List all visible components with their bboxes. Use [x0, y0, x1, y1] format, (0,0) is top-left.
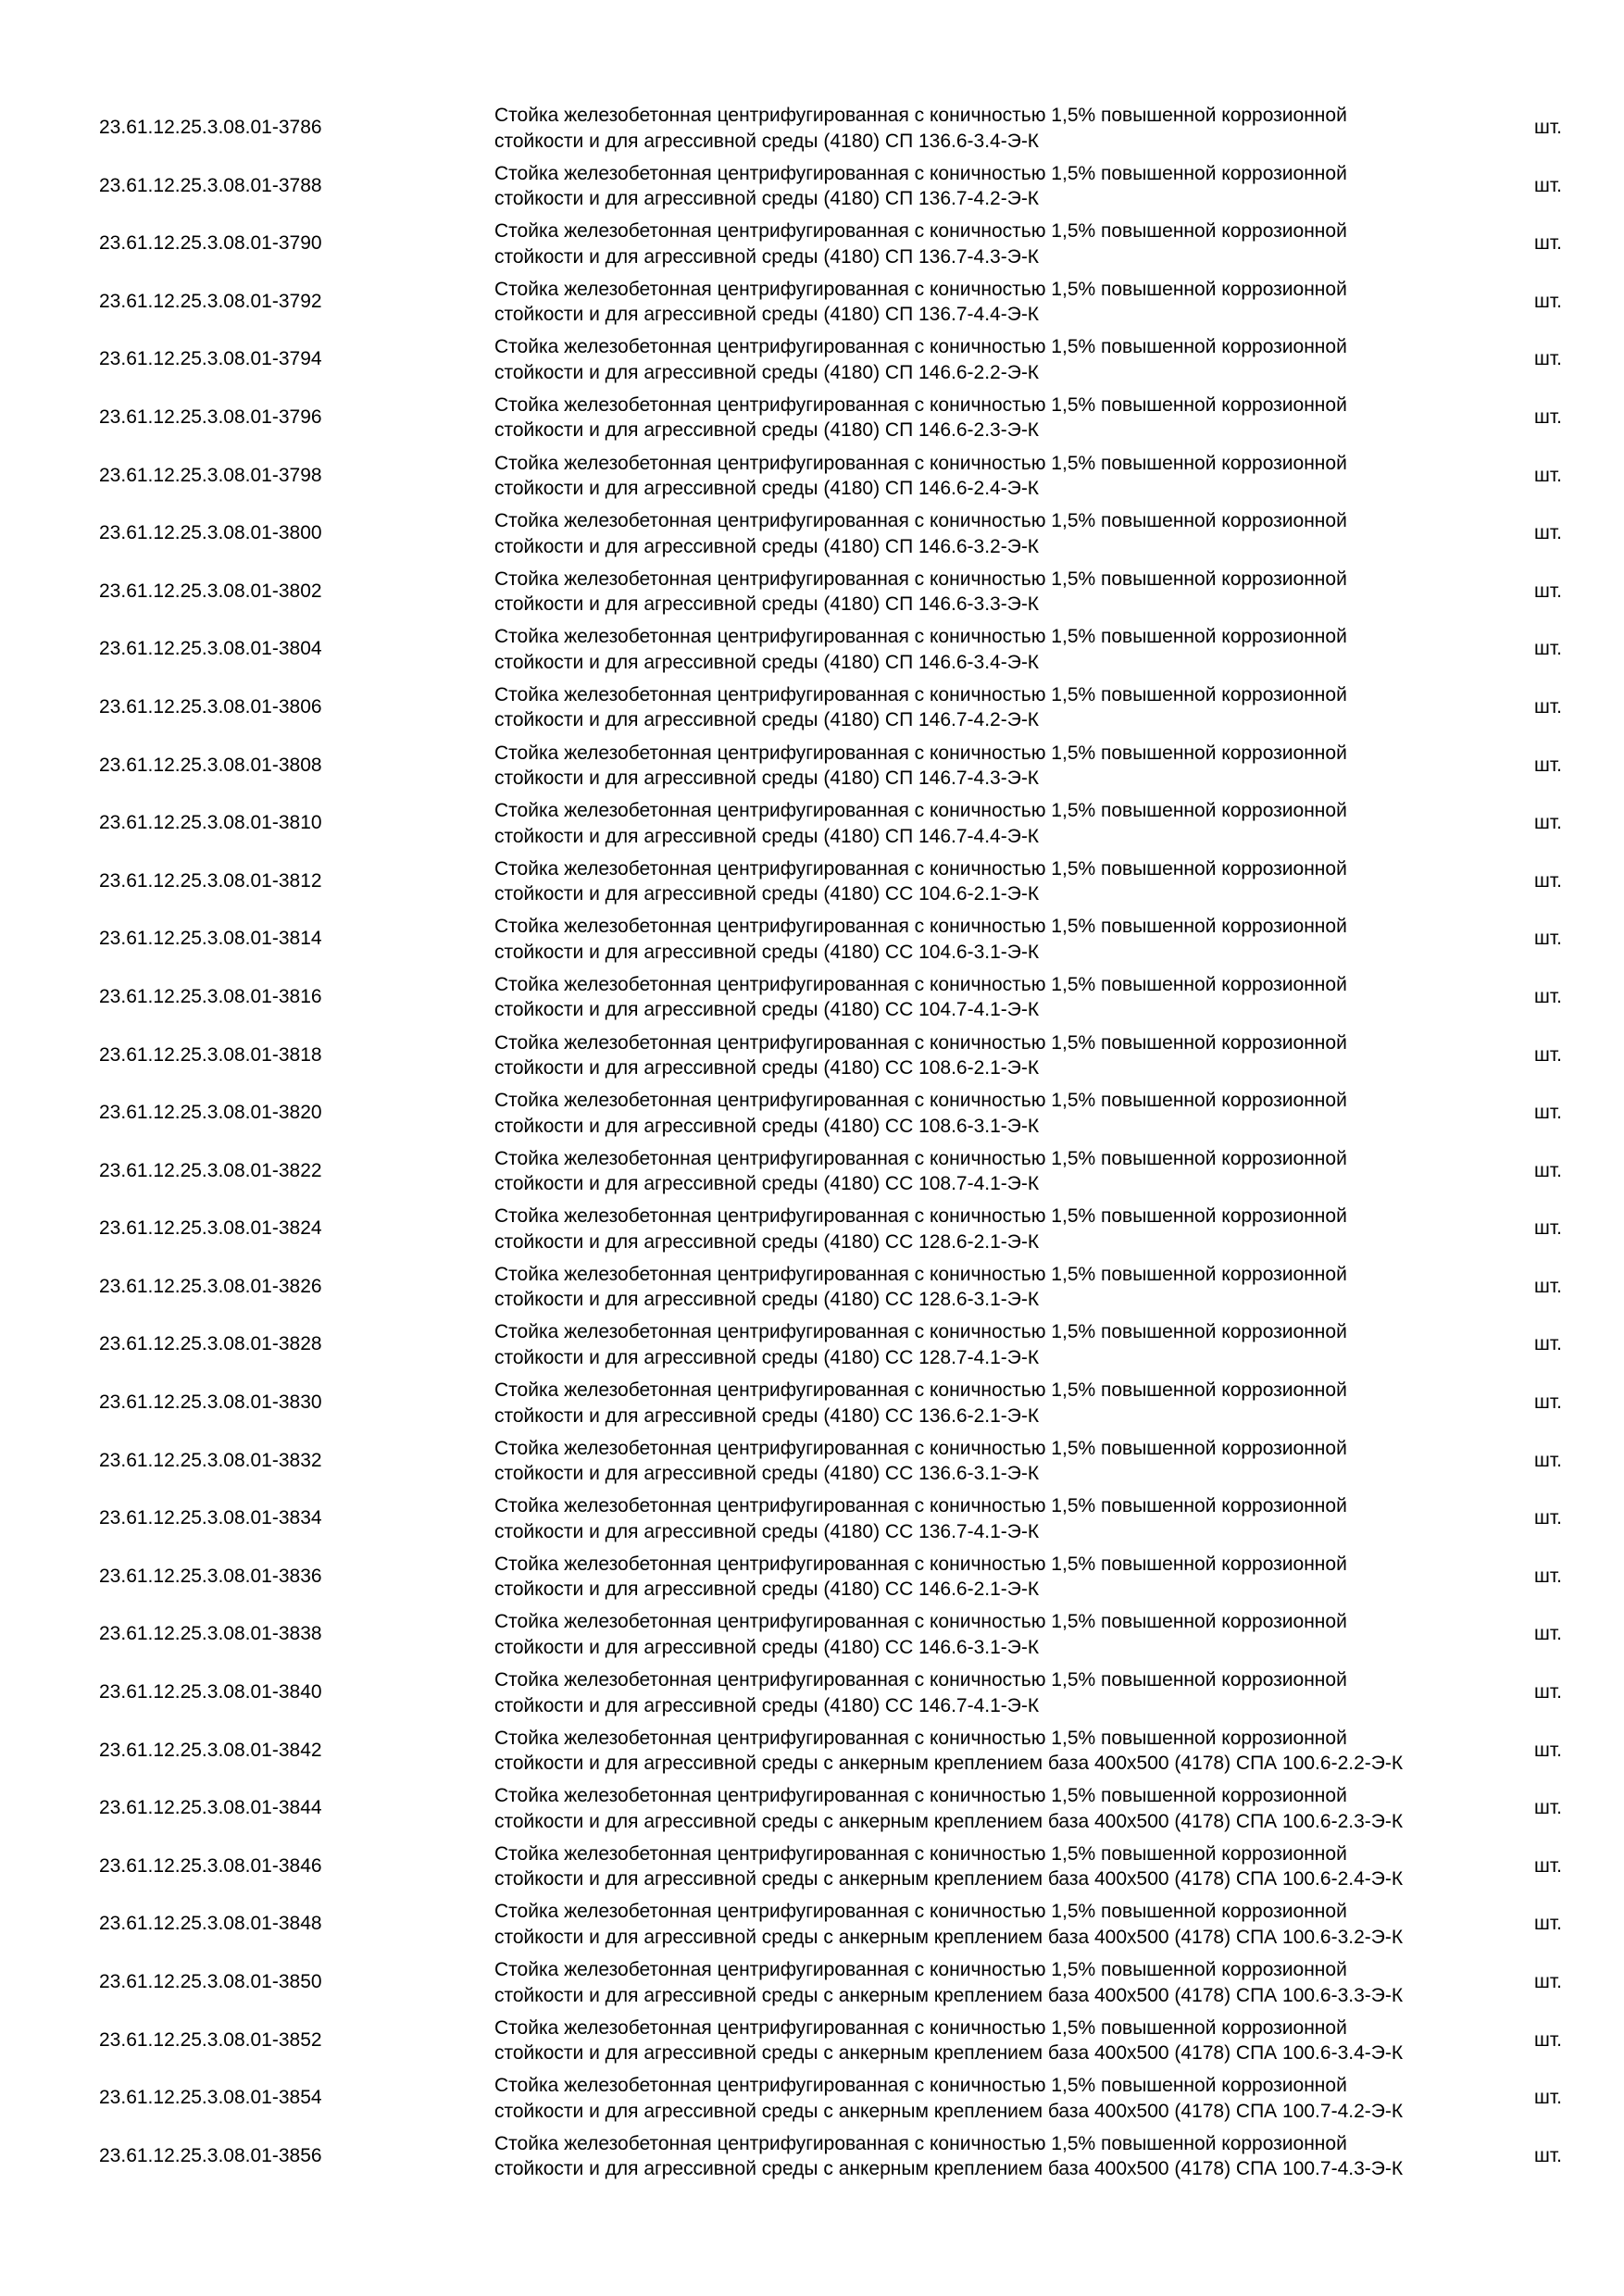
resource-description — [494, 682, 1494, 733]
description-line-2: стойкости и для агрессивной среды с анкерным креплением база 400х500 (4178) СПА 100.6-2.4-Э-К — [494, 1868, 1404, 1890]
description-line-1: Стойка железобетонная центрифугированная с коничностью 1,5% повышенной коррозионной — [494, 105, 1347, 126]
unit-of-measure: шт. — [1534, 1275, 1562, 1297]
description-line-1: Стойка железобетонная центрифугированная с коничностью 1,5% повышенной коррозионной — [494, 2132, 1347, 2154]
description-line-1: Стойка железобетонная центрифугированная с коничностью 1,5% повышенной коррозионной — [494, 2016, 1347, 2039]
resource-code: 23.61.12.25.3.08.01-3820 — [99, 1102, 322, 1124]
resource-code: 23.61.12.25.3.08.01-3806 — [99, 695, 322, 718]
table-row — [0, 737, 1624, 795]
unit-of-measure: шт. — [1534, 580, 1562, 602]
description-line-2: стойкости и для агрессивной среды (4180) СП 136.7-4.2-Э-К — [494, 188, 1040, 210]
unit-of-measure: шт. — [1534, 754, 1562, 776]
description-line-1: Стойка железобетонная центрифугированная с коничностью 1,5% повышенной коррозионной — [494, 626, 1347, 648]
table-row — [0, 447, 1624, 505]
description-line-2: стойкости и для агрессивной среды с анкерным креплением база 400х500 (4178) СПА 100.7-4.2-Э-К — [494, 2100, 1404, 2122]
description-line-2: стойкости и для агрессивной среды с анкерным креплением база 400х500 (4178) СПА 100.6-2.3-Э-К — [494, 1810, 1404, 1832]
resource-code: 23.61.12.25.3.08.01-3854 — [99, 2087, 322, 2109]
unit-of-measure: шт. — [1534, 1333, 1562, 1355]
resource-description — [494, 2131, 1494, 2182]
resource-code: 23.61.12.25.3.08.01-3802 — [99, 580, 322, 602]
description-line-2: стойкости и для агрессивной среды с анкерным креплением база 400х500 (4178) СПА 100.6-2.2-Э-К — [494, 1753, 1404, 1775]
resource-code: 23.61.12.25.3.08.01-3786 — [99, 117, 322, 138]
resource-code: 23.61.12.25.3.08.01-3810 — [99, 812, 322, 834]
description-line-2: стойкости и для агрессивной среды (4180) СС 108.6-3.1-Э-К — [494, 1115, 1040, 1137]
resource-description — [494, 1783, 1494, 1834]
description-line-2: стойкости и для агрессивной среды (4180) СП 146.7-4.3-Э-К — [494, 767, 1040, 790]
resource-description — [494, 1262, 1494, 1313]
description-line-1: Стойка железобетонная центрифугированная с коничностью 1,5% повышенной коррозионной — [494, 568, 1347, 590]
table-row — [0, 1895, 1624, 1953]
description-line-2: стойкости и для агрессивной среды (4180) СС 146.6-3.1-Э-К — [494, 1636, 1040, 1658]
resource-description — [494, 914, 1494, 965]
table-row — [0, 1432, 1624, 1491]
resource-description — [494, 451, 1494, 502]
table-row — [0, 273, 1624, 331]
resource-code: 23.61.12.25.3.08.01-3824 — [99, 1217, 322, 1240]
table-row — [0, 1490, 1624, 1548]
description-line-2: стойкости и для агрессивной среды (4180) СС 136.6-3.1-Э-К — [494, 1463, 1040, 1485]
resource-code: 23.61.12.25.3.08.01-3804 — [99, 638, 322, 660]
description-line-2: стойкости и для агрессивной среды (4180) СС 108.6-2.1-Э-К — [494, 1057, 1040, 1079]
resource-description — [494, 334, 1494, 385]
unit-of-measure: шт. — [1534, 1102, 1562, 1124]
description-line-2: стойкости и для агрессивной среды (4180) СП 146.7-4.2-Э-К — [494, 709, 1040, 731]
description-line-2: стойкости и для агрессивной среды (4180) СС 128.6-2.1-Э-К — [494, 1230, 1040, 1253]
resource-description — [494, 567, 1494, 618]
resource-code: 23.61.12.25.3.08.01-3814 — [99, 928, 322, 950]
table-row — [0, 968, 1624, 1027]
description-line-2: стойкости и для агрессивной среды (4180) СП 136.6-3.4-Э-К — [494, 130, 1040, 152]
unit-of-measure: шт. — [1534, 695, 1562, 718]
table-row — [0, 215, 1624, 273]
description-line-1: Стойка железобетонная центрифугированная с коничностью 1,5% повышенной коррозионной — [494, 916, 1347, 938]
description-line-1: Стойка железобетонная центрифугированная с коничностью 1,5% повышенной коррозионной — [494, 973, 1347, 995]
description-line-2: стойкости и для агрессивной среды (4180) СС 128.7-4.1-Э-К — [494, 1346, 1040, 1368]
description-line-1: Стойка железобетонная центрифугированная с коничностью 1,5% повышенной коррозионной — [494, 1611, 1347, 1633]
resource-code: 23.61.12.25.3.08.01-3790 — [99, 232, 322, 255]
table-row — [0, 1664, 1624, 1722]
resource-code: 23.61.12.25.3.08.01-3840 — [99, 1681, 322, 1703]
resource-description — [494, 1146, 1494, 1197]
table-row — [0, 620, 1624, 679]
table-row — [0, 2128, 1624, 2186]
resource-description — [494, 1204, 1494, 1254]
description-line-1: Стойка железобетонная центрифугированная с коничностью 1,5% повышенной коррозионной — [494, 1321, 1347, 1343]
description-line-2: стойкости и для агрессивной среды (4180) СП 146.6-2.3-Э-К — [494, 419, 1040, 442]
unit-of-measure: шт. — [1534, 1623, 1562, 1645]
resource-code: 23.61.12.25.3.08.01-3818 — [99, 1043, 322, 1066]
resource-code: 23.61.12.25.3.08.01-3848 — [99, 1913, 322, 1935]
unit-of-measure: шт. — [1534, 928, 1562, 950]
description-line-1: Стойка железобетонная центрифугированная с коничностью 1,5% повышенной коррозионной — [494, 1090, 1347, 1112]
description-line-1: Стойка железобетонная центрифугированная с коничностью 1,5% повышенной коррозионной — [494, 1785, 1347, 1807]
description-line-1: Стойка железобетонная центрифугированная с коничностью 1,5% повышенной коррозионной — [494, 1031, 1347, 1054]
description-line-1: Стойка железобетонная центрифугированная с коничностью 1,5% повышенной коррозионной — [494, 1263, 1347, 1285]
table-row — [0, 505, 1624, 563]
resource-description — [494, 1088, 1494, 1139]
description-line-1: Стойка железобетонная центрифугированная с коничностью 1,5% повышенной коррозионной — [494, 1842, 1347, 1865]
resource-code: 23.61.12.25.3.08.01-3798 — [99, 464, 322, 486]
description-line-2: стойкости и для агрессивной среды (4180) СП 136.7-4.3-Э-К — [494, 245, 1040, 268]
description-line-1: Стойка железобетонная центрифугированная с коничностью 1,5% повышенной коррозионной — [494, 2075, 1347, 2097]
description-line-2: стойкости и для агрессивной среды (4180) СП 146.6-2.2-Э-К — [494, 361, 1040, 383]
unit-of-measure: шт. — [1534, 1797, 1562, 1819]
unit-of-measure: шт. — [1534, 522, 1562, 544]
resource-description — [494, 1841, 1494, 1892]
description-line-2: стойкости и для агрессивной среды (4180) СС 136.6-2.1-Э-К — [494, 1404, 1040, 1427]
resource-description — [494, 1436, 1494, 1487]
unit-of-measure: шт. — [1534, 1391, 1562, 1414]
resource-code: 23.61.12.25.3.08.01-3794 — [99, 348, 322, 370]
description-line-2: стойкости и для агрессивной среды (4180) СС 146.6-2.1-Э-К — [494, 1578, 1040, 1601]
resource-description — [494, 1319, 1494, 1370]
unit-of-measure: шт. — [1534, 1681, 1562, 1703]
table-row — [0, 1084, 1624, 1142]
resource-code: 23.61.12.25.3.08.01-3852 — [99, 2028, 322, 2051]
resource-code: 23.61.12.25.3.08.01-3816 — [99, 985, 322, 1007]
resource-description — [494, 1609, 1494, 1660]
description-line-1: Стойка железобетонная центрифугированная с коничностью 1,5% повышенной коррозионной — [494, 336, 1347, 358]
price-list-table — [0, 99, 1624, 2185]
resource-code: 23.61.12.25.3.08.01-3826 — [99, 1275, 322, 1297]
unit-of-measure: шт. — [1534, 1854, 1562, 1877]
description-line-1: Стойка железобетонная центрифугированная с коничностью 1,5% повышенной коррозионной — [494, 452, 1347, 474]
table-row — [0, 2069, 1624, 2128]
table-row — [0, 1548, 1624, 1606]
description-line-1: Стойка железобетонная центрифугированная с коничностью 1,5% повышенной коррозионной — [494, 800, 1347, 822]
resource-description — [494, 1667, 1494, 1718]
description-line-2: стойкости и для агрессивной среды (4180) СП 146.6-3.3-Э-К — [494, 593, 1040, 616]
resource-description — [494, 508, 1494, 559]
description-line-1: Стойка железобетонная центрифугированная с коничностью 1,5% повышенной коррозионной — [494, 162, 1347, 184]
resource-description — [494, 393, 1494, 443]
unit-of-measure: шт. — [1534, 1913, 1562, 1935]
resource-code: 23.61.12.25.3.08.01-3842 — [99, 1739, 322, 1761]
resource-code: 23.61.12.25.3.08.01-3836 — [99, 1565, 322, 1587]
description-line-1: Стойка железобетонная центрифугированная с коничностью 1,5% повышенной коррозионной — [494, 857, 1347, 880]
description-line-1: Стойка железобетонная центрифугированная с коничностью 1,5% повышенной коррозионной — [494, 393, 1347, 416]
table-row — [0, 1142, 1624, 1201]
description-line-1: Стойка железобетонная центрифугированная с коничностью 1,5% повышенной коррозионной — [494, 1379, 1347, 1402]
resource-description — [494, 277, 1494, 328]
resource-description — [494, 103, 1494, 154]
table-row — [0, 1258, 1624, 1316]
description-line-1: Стойка железобетонная центрифугированная с коничностью 1,5% повышенной коррозионной — [494, 1437, 1347, 1459]
unit-of-measure: шт. — [1534, 1217, 1562, 1240]
description-line-2: стойкости и для агрессивной среды с анкерным креплением база 400х500 (4178) СПА 100.7-4.3-Э-К — [494, 2158, 1404, 2180]
table-row — [0, 1779, 1624, 1838]
description-line-2: стойкости и для агрессивной среды (4180) СС 108.7-4.1-Э-К — [494, 1173, 1040, 1195]
description-line-2: стойкости и для агрессивной среды (4180) СС 104.7-4.1-Э-К — [494, 999, 1040, 1021]
unit-of-measure: шт. — [1534, 1739, 1562, 1761]
table-row — [0, 794, 1624, 853]
resource-code: 23.61.12.25.3.08.01-3808 — [99, 754, 322, 776]
resource-description — [494, 624, 1494, 675]
table-row — [0, 2012, 1624, 2070]
description-line-2: стойкости и для агрессивной среды (4180) СП 146.6-3.2-Э-К — [494, 535, 1040, 557]
resource-description — [494, 1899, 1494, 1950]
resource-code: 23.61.12.25.3.08.01-3830 — [99, 1391, 322, 1414]
resource-code: 23.61.12.25.3.08.01-3838 — [99, 1623, 322, 1645]
description-line-1: Стойка железобетонная центрифугированная с коничностью 1,5% повышенной коррозионной — [494, 1901, 1347, 1923]
description-line-2: стойкости и для агрессивной среды с анкерным креплением база 400х500 (4178) СПА 100.6-3.3-Э-К — [494, 1984, 1404, 2006]
description-line-1: Стойка железобетонная центрифугированная с коничностью 1,5% повышенной коррозионной — [494, 510, 1347, 532]
unit-of-measure: шт. — [1534, 1971, 1562, 1992]
resource-description — [494, 1378, 1494, 1429]
resource-code: 23.61.12.25.3.08.01-3846 — [99, 1854, 322, 1877]
table-row — [0, 1838, 1624, 1896]
resource-description — [494, 218, 1494, 269]
description-line-2: стойкости и для агрессивной среды (4180) СС 104.6-3.1-Э-К — [494, 941, 1040, 963]
description-line-2: стойкости и для агрессивной среды (4180) СП 146.6-2.4-Э-К — [494, 478, 1040, 500]
resource-code: 23.61.12.25.3.08.01-3834 — [99, 1507, 322, 1529]
table-row — [0, 1027, 1624, 1085]
unit-of-measure: шт. — [1534, 290, 1562, 312]
description-line-2: стойкости и для агрессивной среды с анкерным креплением база 400х500 (4178) СПА 100.6-3.4-Э-К — [494, 2042, 1404, 2065]
description-line-1: Стойка железобетонная центрифугированная с коничностью 1,5% повышенной коррозионной — [494, 1669, 1347, 1691]
description-line-1: Стойка железобетонная центрифугированная с коничностью 1,5% повышенной коррозионной — [494, 742, 1347, 764]
resource-code: 23.61.12.25.3.08.01-3844 — [99, 1797, 322, 1819]
description-line-1: Стойка железобетонная центрифугированная с коничностью 1,5% повышенной коррозионной — [494, 220, 1347, 243]
description-line-1: Стойка железобетонная центрифугированная с коничностью 1,5% повышенной коррозионной — [494, 1147, 1347, 1169]
description-line-2: стойкости и для агрессивной среды (4180) СС 136.7-4.1-Э-К — [494, 1520, 1040, 1542]
resource-code: 23.61.12.25.3.08.01-3850 — [99, 1971, 322, 1992]
resource-description — [494, 1726, 1494, 1777]
table-row — [0, 679, 1624, 737]
table-row — [0, 853, 1624, 911]
description-line-2: стойкости и для агрессивной среды (4180) СС 104.6-2.1-Э-К — [494, 883, 1040, 905]
unit-of-measure: шт. — [1534, 812, 1562, 834]
table-row — [0, 1722, 1624, 1780]
description-line-1: Стойка железобетонная центрифугированная с коничностью 1,5% повышенной коррозионной — [494, 278, 1347, 300]
unit-of-measure: шт. — [1534, 1565, 1562, 1587]
description-line-2: стойкости и для агрессивной среды (4180) СП 136.7-4.4-Э-К — [494, 304, 1040, 326]
resource-description — [494, 1493, 1494, 1544]
description-line-2: стойкости и для агрессивной среды (4180) СП 146.6-3.4-Э-К — [494, 651, 1040, 673]
unit-of-measure: шт. — [1534, 2028, 1562, 2051]
resource-description — [494, 161, 1494, 212]
resource-code: 23.61.12.25.3.08.01-3796 — [99, 406, 322, 428]
resource-description — [494, 2015, 1494, 2066]
unit-of-measure: шт. — [1534, 232, 1562, 255]
description-line-2: стойкости и для агрессивной среды (4180) СП 146.7-4.4-Э-К — [494, 825, 1040, 847]
unit-of-measure: шт. — [1534, 985, 1562, 1007]
unit-of-measure: шт. — [1534, 638, 1562, 660]
table-row — [0, 389, 1624, 447]
description-line-2: стойкости и для агрессивной среды с анкерным креплением база 400х500 (4178) СПА 100.6-3.2-Э-К — [494, 1926, 1404, 1948]
description-line-1: Стойка железобетонная центрифугированная с коничностью 1,5% повышенной коррозионной — [494, 683, 1347, 705]
table-row — [0, 563, 1624, 621]
unit-of-measure: шт. — [1534, 464, 1562, 486]
resource-code: 23.61.12.25.3.08.01-3822 — [99, 1159, 322, 1181]
unit-of-measure: шт. — [1534, 117, 1562, 138]
resource-code: 23.61.12.25.3.08.01-3788 — [99, 174, 322, 196]
resource-code: 23.61.12.25.3.08.01-3828 — [99, 1333, 322, 1355]
unit-of-measure: шт. — [1534, 1043, 1562, 1066]
resource-description — [494, 1030, 1494, 1081]
resource-description — [494, 972, 1494, 1023]
resource-description — [494, 2073, 1494, 2124]
resource-description — [494, 798, 1494, 849]
resource-code: 23.61.12.25.3.08.01-3812 — [99, 869, 322, 892]
description-line-1: Стойка железобетонная центрифугированная с коничностью 1,5% повышенной коррозионной — [494, 1495, 1347, 1517]
unit-of-measure: шт. — [1534, 869, 1562, 892]
table-row — [0, 1953, 1624, 2012]
resource-code: 23.61.12.25.3.08.01-3856 — [99, 2144, 322, 2166]
unit-of-measure: шт. — [1534, 2087, 1562, 2109]
resource-description — [494, 741, 1494, 792]
table-row — [0, 99, 1624, 157]
description-line-1: Стойка железобетонная центрифугированная с коничностью 1,5% повышенной коррозионной — [494, 1553, 1347, 1575]
unit-of-measure: шт. — [1534, 1507, 1562, 1529]
description-line-2: стойкости и для агрессивной среды (4180) СС 128.6-3.1-Э-К — [494, 1289, 1040, 1311]
unit-of-measure: шт. — [1534, 2144, 1562, 2166]
resource-description — [494, 1552, 1494, 1603]
table-row — [0, 910, 1624, 968]
resource-code: 23.61.12.25.3.08.01-3800 — [99, 522, 322, 544]
unit-of-measure: шт. — [1534, 406, 1562, 428]
table-row — [0, 157, 1624, 216]
description-line-1: Стойка железобетонная центрифугированная с коничностью 1,5% повышенной коррозионной — [494, 1205, 1347, 1228]
unit-of-measure: шт. — [1534, 348, 1562, 370]
resource-code: 23.61.12.25.3.08.01-3832 — [99, 1449, 322, 1471]
table-row — [0, 1374, 1624, 1432]
table-row — [0, 1200, 1624, 1258]
description-line-1: Стойка железобетонная центрифугированная с коничностью 1,5% повышенной коррозионной — [494, 1727, 1347, 1749]
description-line-2: стойкости и для агрессивной среды (4180) СС 146.7-4.1-Э-К — [494, 1694, 1040, 1716]
table-row — [0, 331, 1624, 389]
resource-code: 23.61.12.25.3.08.01-3792 — [99, 290, 322, 312]
unit-of-measure: шт. — [1534, 1449, 1562, 1471]
unit-of-measure: шт. — [1534, 1159, 1562, 1181]
resource-description — [494, 856, 1494, 907]
resource-description — [494, 1957, 1494, 2008]
table-row — [0, 1316, 1624, 1374]
table-row — [0, 1605, 1624, 1664]
unit-of-measure: шт. — [1534, 174, 1562, 196]
description-line-1: Стойка железобетонная центрифугированная с коничностью 1,5% повышенной коррозионной — [494, 1959, 1347, 1980]
